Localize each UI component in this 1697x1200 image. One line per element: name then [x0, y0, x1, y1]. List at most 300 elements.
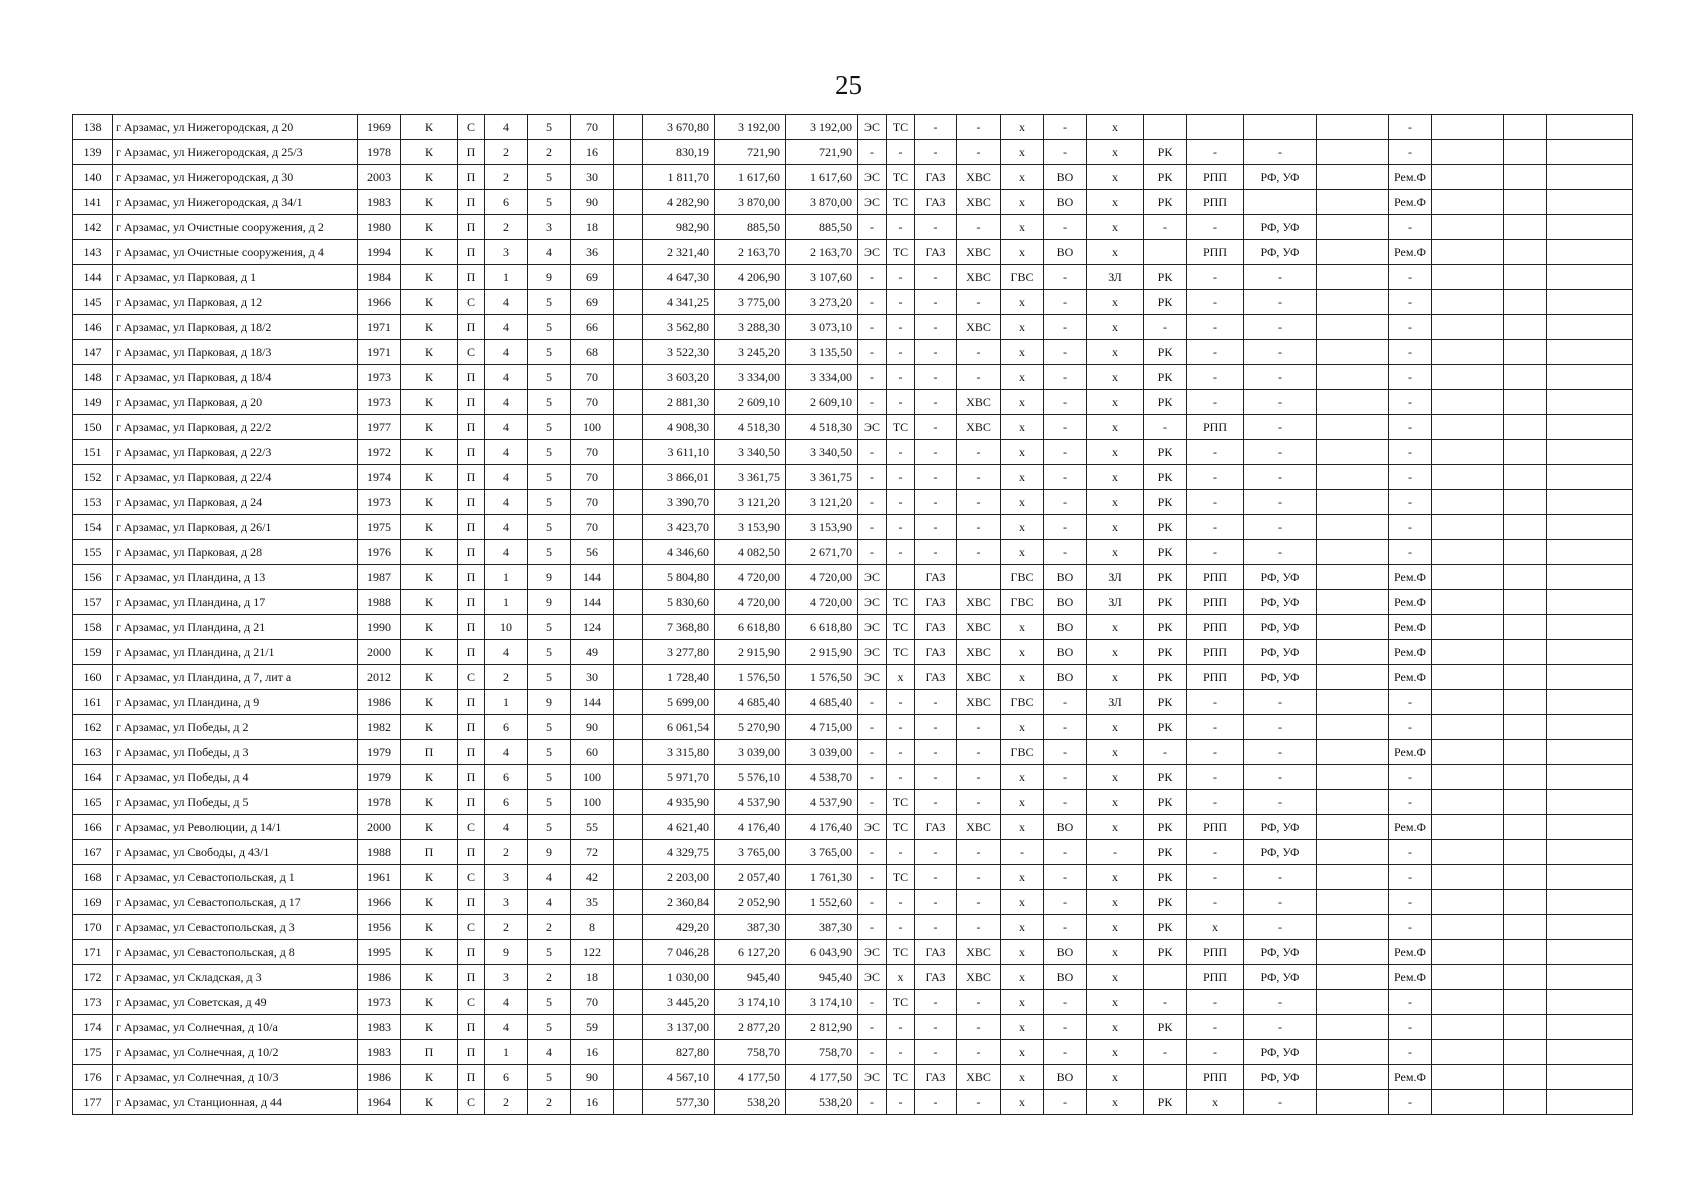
cell-col-apartments: 122	[571, 940, 614, 965]
cell-col-ts: -	[887, 265, 915, 290]
cell-address: г Арзамас, ул Станционная, д 44	[113, 1090, 358, 1115]
cell-col-rf-uf: РФ, УФ	[1244, 615, 1317, 640]
cell-col-apartments: 18	[571, 215, 614, 240]
cell-col-blank-2	[1317, 315, 1389, 340]
cell-col-vo: -	[1044, 690, 1087, 715]
cell-col-zl: х	[1087, 815, 1144, 840]
cell-wall-material: П	[458, 140, 485, 165]
cell-col-blank-2	[1317, 865, 1389, 890]
cell-col-blank	[614, 165, 643, 190]
cell-col-ts: -	[887, 915, 915, 940]
cell-col-gas: -	[915, 315, 957, 340]
cell-col-rpp: х	[1187, 1090, 1244, 1115]
cell-col-blank-3	[1432, 415, 1504, 440]
cell-col-rk	[1144, 965, 1187, 990]
cell-year-built: 1971	[358, 340, 401, 365]
cell-row-number: 150	[73, 415, 113, 440]
cell-row-number: 171	[73, 940, 113, 965]
cell-row-number: 163	[73, 740, 113, 765]
cell-total-area: 2 321,40	[643, 240, 715, 265]
cell-col-rk: -	[1144, 990, 1187, 1015]
cell-col-gas: -	[915, 440, 957, 465]
cell-wall-material: П	[458, 390, 485, 415]
cell-address: г Арзамас, ул Очистные сооружения, д 2	[113, 215, 358, 240]
cell-col-hvs: -	[957, 365, 1001, 390]
cell-col-zl: ЗЛ	[1087, 565, 1144, 590]
cell-col-hvs: ХВС	[957, 165, 1001, 190]
cell-col-apartments: 8	[571, 915, 614, 940]
cell-row-number: 160	[73, 665, 113, 690]
cell-col-blank-3	[1432, 340, 1504, 365]
cell-col-vo: ВО	[1044, 640, 1087, 665]
cell-col-rf-uf: РФ, УФ	[1244, 940, 1317, 965]
cell-col-blank	[614, 440, 643, 465]
cell-col-gas: -	[915, 915, 957, 940]
cell-col-vo: ВО	[1044, 615, 1087, 640]
cell-wall-material: С	[458, 915, 485, 940]
cell-col-blank-3	[1432, 465, 1504, 490]
cell-row-number: 156	[73, 565, 113, 590]
cell-col-gvs: х	[1001, 990, 1044, 1015]
cell-row-number: 142	[73, 215, 113, 240]
cell-col-blank	[614, 765, 643, 790]
cell-col-rk: -	[1144, 415, 1187, 440]
cell-col-zl: х	[1087, 715, 1144, 740]
cell-col-gvs: ГВС	[1001, 590, 1044, 615]
cell-address: г Арзамас, ул Победы, д 5	[113, 790, 358, 815]
cell-row-number: 141	[73, 190, 113, 215]
cell-col-rem-f: Рем.Ф	[1389, 640, 1432, 665]
cell-wall-material: С	[458, 115, 485, 140]
table-row	[73, 990, 1633, 1015]
cell-col-k: К	[401, 390, 458, 415]
cell-col-blank-3	[1432, 815, 1504, 840]
cell-col-gvs: х	[1001, 240, 1044, 265]
cell-year-built: 1984	[358, 265, 401, 290]
cell-col-apartments: 66	[571, 315, 614, 340]
cell-col-zl: ЗЛ	[1087, 690, 1144, 715]
cell-year-built: 1956	[358, 915, 401, 940]
cell-col-rk: РК	[1144, 690, 1187, 715]
cell-total-area: 5 699,00	[643, 690, 715, 715]
cell-col-floors: 5	[528, 740, 571, 765]
cell-col-gas: ГАЗ	[915, 1065, 957, 1090]
table-row	[73, 740, 1633, 765]
cell-row-number: 138	[73, 115, 113, 140]
cell-col-es: -	[858, 840, 887, 865]
cell-col-es: ЭС	[858, 940, 887, 965]
cell-col-rk: РК	[1144, 540, 1187, 565]
cell-col-blank-2	[1317, 190, 1389, 215]
cell-living-area: 538,20	[715, 1090, 786, 1115]
cell-col-blank-3	[1432, 915, 1504, 940]
cell-col-blank-3	[1432, 240, 1504, 265]
cell-col-blank-2	[1317, 415, 1389, 440]
cell-col-hvs: ХВС	[957, 665, 1001, 690]
cell-col-apartments: 56	[571, 540, 614, 565]
cell-col-blank	[614, 240, 643, 265]
cell-col-blank-3	[1432, 1040, 1504, 1065]
cell-col-blank-2	[1317, 115, 1389, 140]
cell-col-rk: РК	[1144, 665, 1187, 690]
cell-col-vo: ВО	[1044, 1065, 1087, 1090]
cell-living-area: 3 121,20	[715, 490, 786, 515]
cell-col-blank-2	[1317, 765, 1389, 790]
cell-col-gas: -	[915, 115, 957, 140]
cell-row-number: 144	[73, 265, 113, 290]
cell-wall-material: С	[458, 665, 485, 690]
cell-col-gvs: -	[1001, 840, 1044, 865]
cell-area-3: 4 538,70	[786, 765, 858, 790]
cell-col-hvs: -	[957, 215, 1001, 240]
cell-col-blank-5	[1547, 390, 1633, 415]
cell-col-k: К	[401, 340, 458, 365]
cell-col-rpp: РПП	[1187, 965, 1244, 990]
cell-row-number: 168	[73, 865, 113, 890]
cell-col-entrances: 4	[485, 640, 528, 665]
cell-col-blank-5	[1547, 815, 1633, 840]
cell-total-area: 3 522,30	[643, 340, 715, 365]
cell-year-built: 1988	[358, 590, 401, 615]
cell-total-area: 1 728,40	[643, 665, 715, 690]
cell-col-rpp: РПП	[1187, 565, 1244, 590]
cell-col-ts: -	[887, 140, 915, 165]
cell-col-apartments: 144	[571, 565, 614, 590]
cell-area-3: 885,50	[786, 215, 858, 240]
cell-col-rpp: -	[1187, 365, 1244, 390]
cell-col-rf-uf: -	[1244, 540, 1317, 565]
cell-col-hvs: -	[957, 740, 1001, 765]
table-row	[73, 140, 1633, 165]
cell-area-3: 2 671,70	[786, 540, 858, 565]
cell-col-rem-f: -	[1389, 1015, 1432, 1040]
cell-living-area: 3 765,00	[715, 840, 786, 865]
cell-area-3: 3 192,00	[786, 115, 858, 140]
cell-col-zl: х	[1087, 615, 1144, 640]
cell-col-rpp: РПП	[1187, 415, 1244, 440]
cell-address: г Арзамас, ул Парковая, д 18/4	[113, 365, 358, 390]
cell-col-hvs: -	[957, 140, 1001, 165]
cell-col-entrances: 3	[485, 890, 528, 915]
cell-total-area: 3 670,80	[643, 115, 715, 140]
cell-col-entrances: 6	[485, 765, 528, 790]
cell-col-entrances: 4	[485, 1015, 528, 1040]
cell-col-gvs: х	[1001, 765, 1044, 790]
cell-area-3: 1 576,50	[786, 665, 858, 690]
cell-col-zl: х	[1087, 490, 1144, 515]
cell-col-gvs: х	[1001, 440, 1044, 465]
cell-address: г Арзамас, ул Нижегородская, д 34/1	[113, 190, 358, 215]
cell-col-hvs: -	[957, 540, 1001, 565]
cell-col-blank-4	[1504, 915, 1547, 940]
cell-col-zl: х	[1087, 215, 1144, 240]
table-row	[73, 1015, 1633, 1040]
cell-col-blank-5	[1547, 240, 1633, 265]
cell-col-blank	[614, 915, 643, 940]
cell-col-vo: -	[1044, 915, 1087, 940]
cell-col-blank-4	[1504, 340, 1547, 365]
cell-col-ts: -	[887, 1090, 915, 1115]
cell-col-gvs: ГВС	[1001, 740, 1044, 765]
cell-col-gas: -	[915, 765, 957, 790]
cell-col-ts: -	[887, 840, 915, 865]
cell-col-blank-3	[1432, 640, 1504, 665]
cell-col-zl: х	[1087, 515, 1144, 540]
table-row	[73, 540, 1633, 565]
cell-col-floors: 5	[528, 1015, 571, 1040]
cell-col-blank-3	[1432, 215, 1504, 240]
cell-col-blank-3	[1432, 940, 1504, 965]
table-row	[73, 465, 1633, 490]
cell-year-built: 1978	[358, 790, 401, 815]
cell-col-ts: х	[887, 665, 915, 690]
cell-col-rpp: РПП	[1187, 665, 1244, 690]
cell-address: г Арзамас, ул Парковая, д 1	[113, 265, 358, 290]
cell-col-rem-f: -	[1389, 390, 1432, 415]
cell-col-hvs: -	[957, 115, 1001, 140]
cell-living-area: 3 039,00	[715, 740, 786, 765]
cell-total-area: 3 315,80	[643, 740, 715, 765]
cell-year-built: 1964	[358, 1090, 401, 1115]
cell-col-apartments: 124	[571, 615, 614, 640]
cell-col-es: -	[858, 1090, 887, 1115]
cell-col-floors: 2	[528, 965, 571, 990]
cell-col-vo: -	[1044, 290, 1087, 315]
cell-row-number: 145	[73, 290, 113, 315]
cell-total-area: 4 329,75	[643, 840, 715, 865]
cell-col-blank-2	[1317, 390, 1389, 415]
cell-total-area: 827,80	[643, 1040, 715, 1065]
cell-col-rpp: -	[1187, 1040, 1244, 1065]
cell-col-gvs: х	[1001, 1015, 1044, 1040]
cell-wall-material: П	[458, 315, 485, 340]
cell-row-number: 157	[73, 590, 113, 615]
cell-col-gvs: х	[1001, 165, 1044, 190]
cell-col-vo: -	[1044, 465, 1087, 490]
cell-total-area: 1 030,00	[643, 965, 715, 990]
cell-col-k: К	[401, 815, 458, 840]
cell-col-entrances: 2	[485, 1090, 528, 1115]
cell-col-gas: ГАЗ	[915, 565, 957, 590]
cell-col-k: К	[401, 1065, 458, 1090]
cell-col-gas: -	[915, 990, 957, 1015]
cell-col-blank	[614, 1040, 643, 1065]
cell-col-rf-uf: -	[1244, 365, 1317, 390]
cell-col-blank-5	[1547, 1040, 1633, 1065]
cell-col-zl: х	[1087, 1040, 1144, 1065]
cell-address: г Арзамас, ул Севастопольская, д 8	[113, 940, 358, 965]
cell-wall-material: С	[458, 815, 485, 840]
cell-living-area: 4 206,90	[715, 265, 786, 290]
cell-col-blank-4	[1504, 740, 1547, 765]
cell-col-floors: 3	[528, 215, 571, 240]
cell-col-rf-uf	[1244, 115, 1317, 140]
cell-living-area: 3 153,90	[715, 515, 786, 540]
cell-col-blank	[614, 665, 643, 690]
cell-col-rem-f: -	[1389, 115, 1432, 140]
cell-col-rf-uf: РФ, УФ	[1244, 165, 1317, 190]
cell-col-rpp: -	[1187, 390, 1244, 415]
cell-address: г Арзамас, ул Солнечная, д 10/2	[113, 1040, 358, 1065]
cell-col-apartments: 60	[571, 740, 614, 765]
cell-col-hvs: -	[957, 915, 1001, 940]
cell-col-blank-2	[1317, 490, 1389, 515]
cell-col-blank-2	[1317, 665, 1389, 690]
cell-area-3: 3 273,20	[786, 290, 858, 315]
cell-col-vo: ВО	[1044, 240, 1087, 265]
cell-row-number: 164	[73, 765, 113, 790]
cell-col-blank-4	[1504, 165, 1547, 190]
cell-col-blank-3	[1432, 165, 1504, 190]
cell-col-entrances: 6	[485, 1065, 528, 1090]
cell-col-entrances: 4	[485, 490, 528, 515]
cell-col-rem-f: Рем.Ф	[1389, 165, 1432, 190]
cell-col-rf-uf	[1244, 190, 1317, 215]
cell-address: г Арзамас, ул Пландина, д 7, лит а	[113, 665, 358, 690]
cell-col-floors: 9	[528, 265, 571, 290]
cell-col-apartments: 90	[571, 715, 614, 740]
cell-col-zl: х	[1087, 890, 1144, 915]
cell-col-rem-f: -	[1389, 265, 1432, 290]
cell-col-rk: РК	[1144, 590, 1187, 615]
cell-col-blank-4	[1504, 715, 1547, 740]
cell-col-rpp: х	[1187, 915, 1244, 940]
cell-total-area: 3 445,20	[643, 990, 715, 1015]
cell-col-rf-uf: -	[1244, 290, 1317, 315]
cell-col-rf-uf: РФ, УФ	[1244, 565, 1317, 590]
cell-col-ts: -	[887, 890, 915, 915]
cell-col-floors: 5	[528, 490, 571, 515]
cell-col-blank	[614, 1015, 643, 1040]
cell-col-rf-uf: -	[1244, 990, 1317, 1015]
cell-col-gvs: х	[1001, 115, 1044, 140]
cell-col-hvs: ХВС	[957, 815, 1001, 840]
cell-col-rem-f: -	[1389, 415, 1432, 440]
cell-col-ts: ТС	[887, 640, 915, 665]
cell-col-rpp: -	[1187, 1015, 1244, 1040]
cell-col-es: -	[858, 690, 887, 715]
cell-col-floors: 5	[528, 540, 571, 565]
cell-area-3: 3 174,10	[786, 990, 858, 1015]
cell-col-rf-uf: РФ, УФ	[1244, 215, 1317, 240]
cell-col-k: К	[401, 965, 458, 990]
cell-col-rem-f: -	[1389, 140, 1432, 165]
cell-col-gvs: х	[1001, 665, 1044, 690]
cell-col-gvs: х	[1001, 540, 1044, 565]
cell-col-ts: ТС	[887, 115, 915, 140]
cell-col-rpp: -	[1187, 690, 1244, 715]
cell-col-es: -	[858, 315, 887, 340]
cell-living-area: 2 163,70	[715, 240, 786, 265]
table-row	[73, 1090, 1633, 1115]
cell-area-3: 6 043,90	[786, 940, 858, 965]
cell-col-blank-4	[1504, 465, 1547, 490]
cell-col-blank-4	[1504, 690, 1547, 715]
cell-address: г Арзамас, ул Пландина, д 21/1	[113, 640, 358, 665]
cell-col-blank	[614, 1090, 643, 1115]
cell-col-rpp: -	[1187, 440, 1244, 465]
cell-col-zl: х	[1087, 990, 1144, 1015]
cell-col-blank	[614, 390, 643, 415]
cell-year-built: 1990	[358, 615, 401, 640]
cell-col-blank-5	[1547, 365, 1633, 390]
cell-col-gvs: х	[1001, 415, 1044, 440]
cell-total-area: 4 647,30	[643, 265, 715, 290]
cell-col-blank	[614, 715, 643, 740]
cell-address: г Арзамас, ул Солнечная, д 10/3	[113, 1065, 358, 1090]
cell-col-ts: ТС	[887, 865, 915, 890]
cell-col-rpp: РПП	[1187, 615, 1244, 640]
cell-col-entrances: 2	[485, 165, 528, 190]
table-row	[73, 615, 1633, 640]
cell-col-entrances: 4	[485, 115, 528, 140]
cell-col-vo: -	[1044, 1090, 1087, 1115]
cell-col-gas: -	[915, 415, 957, 440]
cell-col-gas: -	[915, 1040, 957, 1065]
cell-col-blank-4	[1504, 965, 1547, 990]
cell-col-apartments: 30	[571, 165, 614, 190]
cell-total-area: 3 611,10	[643, 440, 715, 465]
cell-area-3: 2 609,10	[786, 390, 858, 415]
table-row	[73, 165, 1633, 190]
cell-col-es: ЭС	[858, 965, 887, 990]
cell-wall-material: П	[458, 615, 485, 640]
cell-col-es: -	[858, 340, 887, 365]
cell-col-apartments: 144	[571, 690, 614, 715]
cell-col-ts: -	[887, 315, 915, 340]
cell-total-area: 2 203,00	[643, 865, 715, 890]
table-row	[73, 565, 1633, 590]
cell-col-blank-4	[1504, 765, 1547, 790]
cell-row-number: 162	[73, 715, 113, 740]
cell-year-built: 1987	[358, 565, 401, 590]
cell-col-blank-5	[1547, 690, 1633, 715]
cell-wall-material: С	[458, 990, 485, 1015]
cell-col-floors: 5	[528, 815, 571, 840]
cell-col-blank	[614, 840, 643, 865]
cell-col-floors: 9	[528, 840, 571, 865]
cell-col-es: ЭС	[858, 415, 887, 440]
cell-col-ts: ТС	[887, 590, 915, 615]
cell-col-ts	[887, 565, 915, 590]
cell-living-area: 2 052,90	[715, 890, 786, 915]
cell-col-es: -	[858, 1040, 887, 1065]
cell-col-k: К	[401, 890, 458, 915]
cell-col-blank-4	[1504, 1090, 1547, 1115]
cell-col-apartments: 69	[571, 265, 614, 290]
cell-col-hvs: ХВС	[957, 940, 1001, 965]
cell-col-vo: -	[1044, 440, 1087, 465]
cell-col-blank-4	[1504, 515, 1547, 540]
cell-col-rf-uf: РФ, УФ	[1244, 965, 1317, 990]
cell-col-hvs: ХВС	[957, 240, 1001, 265]
cell-total-area: 4 567,10	[643, 1065, 715, 1090]
cell-col-es: -	[858, 1015, 887, 1040]
cell-total-area: 4 346,60	[643, 540, 715, 565]
cell-col-rpp	[1187, 115, 1244, 140]
cell-area-3: 721,90	[786, 140, 858, 165]
cell-col-rpp: -	[1187, 315, 1244, 340]
cell-col-vo: -	[1044, 540, 1087, 565]
cell-col-ts: ТС	[887, 615, 915, 640]
cell-col-rf-uf: -	[1244, 265, 1317, 290]
cell-wall-material: П	[458, 415, 485, 440]
cell-col-k: К	[401, 190, 458, 215]
cell-address: г Арзамас, ул Парковая, д 24	[113, 490, 358, 515]
cell-col-blank-2	[1317, 915, 1389, 940]
cell-col-ts: ТС	[887, 815, 915, 840]
cell-col-zl: х	[1087, 965, 1144, 990]
